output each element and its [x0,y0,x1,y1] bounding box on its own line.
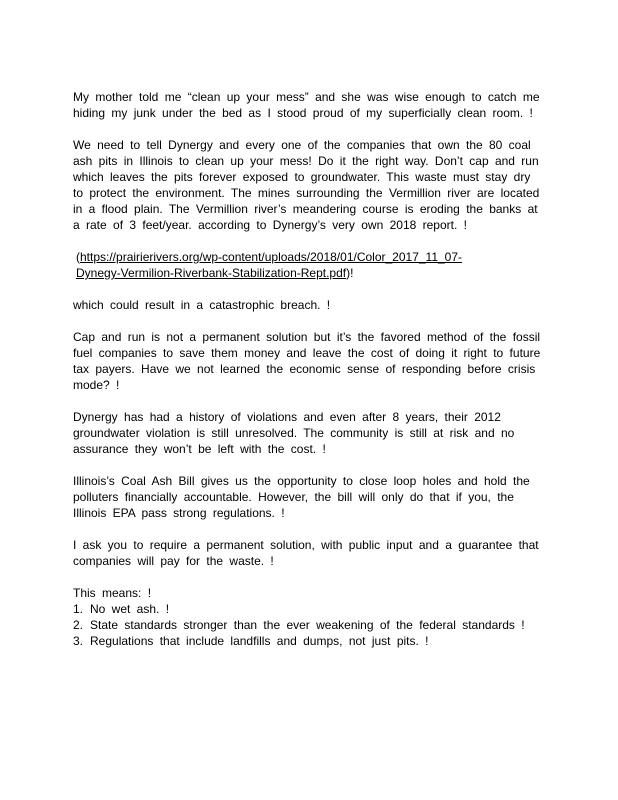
requirements-list [73,601,543,649]
list-item [73,617,543,633]
paragraph-this-means: This means: ! [73,586,152,600]
report-link-line-1[interactable]: https://prairierivers.org/wp-content/uploads/2018/01/Color_2017_11_07- [80,250,463,264]
paragraph-cap-and-run: Cap and run is not a permanent solution but it’s the favored method of the fossil fuel companies to save them money and leave the cost of doing it right to future tax payers. Have we not learned the economic sense of responding before crisis mode? ! [73,330,541,392]
paragraph-violations: Dynergy has had a history of violations and even after 8 years, their 2012 groundwater violation is still unresolved. The community is still at risk and no assurance they won’t be left with the cost. ! [73,410,515,456]
paragraph-request: I ask you to require a permanent solution, with public input and a guarantee that companies will pay for the waste. ! [73,538,539,568]
url-close-paren: )! [346,266,354,280]
list-item-number: 1. [73,602,84,616]
paragraph-coal-ash-bill: Illinois’s Coal Ash Bill gives us the opportunity to close loop holes and hold the polluters financially accountable. However, the bill will only do that if you, the Illinois EPA pass strong regulations. ! [73,474,530,520]
report-link-line-2[interactable]: Dynegy-Vermilion-Riverbank-Stabilization-Rept.pdf [76,266,347,280]
list-item-number: 3. [73,634,84,648]
paragraph-dynergy-coal-ash: We need to tell Dynergy and every one of the companies that own the 80 coal ash pits in Illinois to clean up your mess! Do it the right way. Don’t cap and run which leaves the pits forever exposed to groundwater. This waste must stay dry to protect the environment. The mines surrounding the Vermillion river are located in a flood plain. The Vermillion river’s meandering course is eroding the banks at a rate of 3 feet/year. according to Dynergy’s very own 2018 report. ! [73,138,540,232]
paragraph-mother-mess: My mother told me “clean up your mess” and she was wise enough to catch me hiding my junk under the bed as I stood proud of my superficially clean room. ! [73,90,540,120]
list-item-text: Regulations that include landfills and dumps, not just pits. ! [90,634,429,648]
report-link-paragraph [73,249,543,281]
list-item [73,633,543,649]
url-open-paren: ( [76,250,80,264]
list-item-text: No wet ash. ! [90,602,170,616]
list-item-number: 2. [73,618,84,632]
letter-body [73,89,543,649]
paragraph-catastrophic-breach: which could result in a catastrophic breach. ! [73,298,331,312]
list-item [73,601,543,617]
list-item-text: State standards stronger than the ever weakening of the federal standards ! [90,618,525,632]
